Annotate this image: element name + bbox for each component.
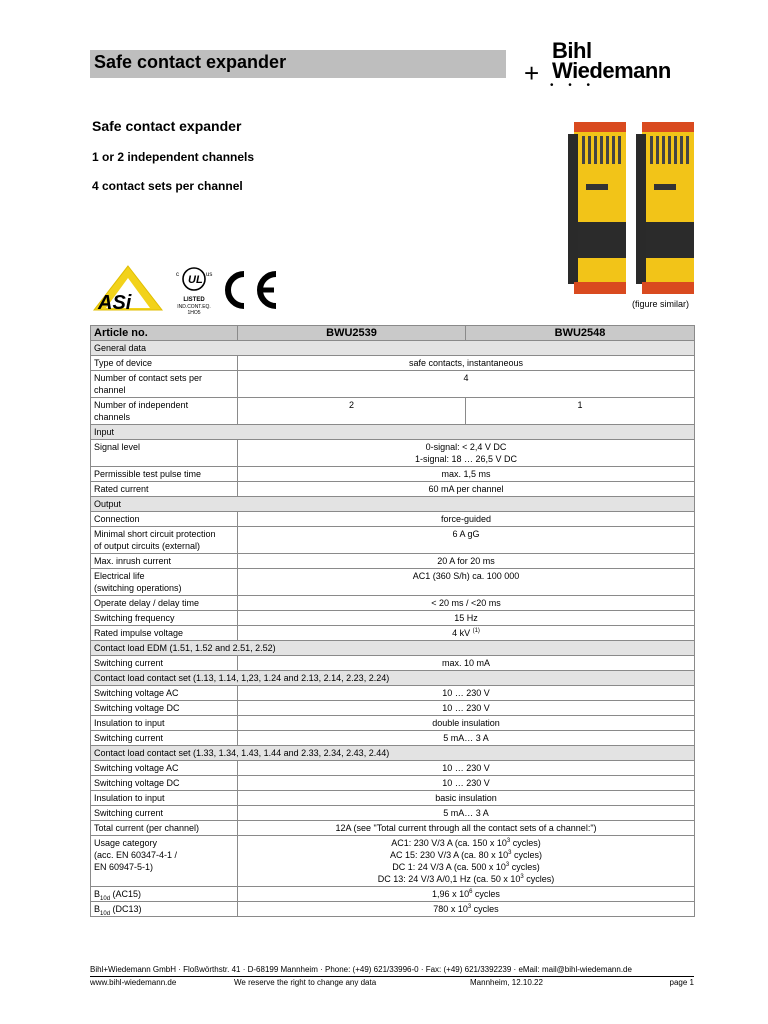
section-row [91,671,695,686]
row-label: Electrical life (switching operations) [91,569,238,596]
table-row [91,806,695,821]
row-value: 780 x $10^3$ cycles [238,902,695,917]
table-row [91,440,695,467]
row-value: 2 [238,398,466,425]
table-row [91,716,695,731]
product-heading: Safe contact expander [92,118,242,134]
table-row [91,821,695,836]
row-value: 20 A for 20 ms [238,554,695,569]
row-label: Switching current [91,656,238,671]
row-label: Rated current [91,482,238,497]
row-value: < 20 ms / <20 ms [238,596,695,611]
table-row [91,626,695,641]
table-row [91,527,695,554]
row-value: 10 … 230 V [238,776,695,791]
section-output: Output [91,497,695,512]
svg-text:us: us [206,272,213,278]
product-image-bwu2539 [568,122,626,294]
section-row [91,425,695,440]
table-row [91,776,695,791]
row-label: Minimal short circuit protection of output circuits (external) [91,527,238,554]
table-row [91,887,695,902]
ce-mark [220,268,282,312]
section-row [91,497,695,512]
row-label: Insulation to input [91,716,238,731]
row-label: Switching current [91,731,238,746]
table-row [91,569,695,596]
svg-text:UL: UL [188,274,203,286]
section-contact-set-2: Contact load contact set (1.33, 1.34, 1.43, 1.44 and 2.33, 2.34, 2.43, 2.44) [91,746,695,761]
row-value: 1 [466,398,695,425]
row-value: 4 [238,371,695,398]
row-label: Insulation to input [91,791,238,806]
row-value: AC1 (360 S/h) ca. 100 000 [238,569,695,596]
section-edm: Contact load EDM (1.51, 1.52 and 2.51, 2.52) [91,641,695,656]
footer-company: Bihl+Wiedemann GmbH · Floßwörthstr. 41 · D-68199 Mannheim · Phone: (+49) 621/33996-0 · Fax: (+49) 621/3392239 · eMail: mail@bihl-wiedemann.de [90,965,632,974]
footer-website-link[interactable]: www.bihl-wiedemann.de [90,978,177,987]
figure-caption: (figure similar) [632,299,690,309]
section-row [91,746,695,761]
document-title-bar [90,50,506,78]
row-label: Signal level [91,440,238,467]
table-row [91,482,695,497]
row-value: AC1: 230 V/3 A (ca. 150 x $10^3$ cycles) AC 15: 230 V/3 A (ca. 80 x $10^3$ cycles) DC 1: 24 V/3 A (ca. 500 x $10^3$ cycles) DC 13: 24 V/3 A/0,1 Hz (ca. 50 x $10^3$ cycles) [238,836,695,887]
svg-text:c: c [176,272,179,278]
section-input: Input [91,425,695,440]
table-row [91,701,695,716]
row-label: Switching voltage AC [91,761,238,776]
row-label: Number of contact sets per channel [91,371,238,398]
table-header-row [91,326,695,341]
logo-line-2: Wiedemann [552,58,671,83]
table-row [91,836,695,887]
section-general: General data [91,341,695,356]
row-label: Max. inrush current [91,554,238,569]
table-row [91,467,695,482]
row-value: 1,96 x $10^6$ cycles [238,887,695,902]
table-row [91,611,695,626]
row-value: 5 mA… 3 A [238,731,695,746]
row-value: 10 … 230 V [238,686,695,701]
table-row [91,398,695,425]
header-model-bwu2539: BWU2539 [238,326,466,341]
company-logo [524,38,700,90]
logo-dots: • • • [550,80,597,91]
row-label: Switching voltage AC [91,686,238,701]
asi-logo [92,264,164,312]
row-label: Usage category (acc. EN 60347-4-1 / EN 60947-5-1) [91,836,238,887]
table-row [91,356,695,371]
ul-listed-logo: UL c us LISTED IND.CONT.EQ. 1HO5 [174,266,214,314]
table-row [91,656,695,671]
table-row [91,512,695,527]
row-label: Permissible test pulse time [91,467,238,482]
logo-plus: + [524,58,540,88]
row-value: safe contacts, instantaneous [238,356,695,371]
table-row [91,731,695,746]
row-value: basic insulation [238,791,695,806]
table-row [91,371,695,398]
row-label: $B_{10d}$ (AC15) [91,887,238,902]
row-value: 6 A gG [238,527,695,554]
document-title: Safe contact expander [94,52,287,72]
row-value: 0-signal: < 2,4 V DC 1-signal: 18 … 26,5 V DC [238,440,695,467]
section-contact-set-1: Contact load contact set (1.13, 1.14, 1,23, 1.24 and 2.13, 2.14, 2.23, 2.24) [91,671,695,686]
logo-line-1: Bihl [552,38,592,63]
row-label: Connection [91,512,238,527]
row-label: Type of device [91,356,238,371]
specification-table [90,325,695,917]
row-value: force-guided [238,512,695,527]
table-row [91,596,695,611]
section-row [91,641,695,656]
table-row [91,791,695,806]
feature-channels: 1 or 2 independent channels [92,150,255,164]
row-label: Total current (per channel) [91,821,238,836]
row-value: double insulation [238,716,695,731]
table-row [91,761,695,776]
footer-page-number: page 1 [669,978,694,987]
footer-notice: We reserve the right to change any data [234,978,377,987]
row-value: 10 … 230 V [238,701,695,716]
row-value: 4 kV $^{(1)}$ [238,626,695,641]
row-label: Switching voltage DC [91,776,238,791]
row-value: 5 mA… 3 A [238,806,695,821]
footnote-marker: (1) [472,628,480,634]
row-label: Switching voltage DC [91,701,238,716]
row-value: 10 … 230 V [238,761,695,776]
table-row [91,902,695,917]
table-row [91,554,695,569]
row-value: max. 1,5 ms [238,467,695,482]
row-label: Switching frequency [91,611,238,626]
table-row [91,686,695,701]
header-article-no: Article no. [91,326,238,341]
row-label: Rated impulse voltage [91,626,238,641]
header-model-bwu2548: BWU2548 [466,326,695,341]
product-image-bwu2548 [636,122,694,294]
footer-divider [90,976,694,977]
row-label: $B_{10d}$ (DC13) [91,902,238,917]
svg-text:ASi: ASi [98,292,132,312]
section-row [91,341,695,356]
row-value: 60 mA per channel [238,482,695,497]
row-label: Number of independent channels [91,398,238,425]
row-label: Switching current [91,806,238,821]
row-label: Operate delay / delay time [91,596,238,611]
row-value: 12A (see "Total current through all the contact sets of a channel:") [238,821,695,836]
row-value: 15 Hz [238,611,695,626]
footer-place-date: Mannheim, 12.10.22 [470,978,543,987]
row-value: max. 10 mA [238,656,695,671]
feature-contact-sets: 4 contact sets per channel [92,179,243,193]
